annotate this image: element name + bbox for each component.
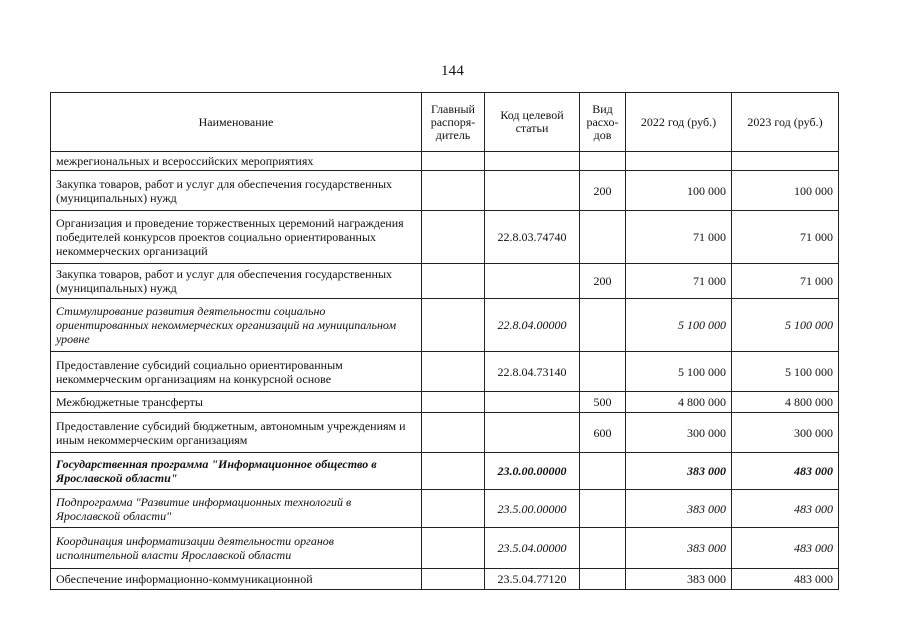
cell-2022: 383 000: [626, 490, 732, 528]
page-number: 144: [440, 63, 465, 79]
cell-2022: 100 000: [626, 171, 732, 211]
cell-2023: 300 000: [732, 413, 839, 453]
cell-code: 23.5.04.00000: [485, 528, 580, 569]
cell-2023: 5 100 000: [732, 299, 839, 352]
cell-name: Стимулирование развития деятельности социально ориентированных некоммерческих организаций на муниципальном уровне: [51, 299, 422, 352]
table-row: [51, 413, 839, 453]
table-row: [51, 211, 839, 264]
cell-admin: [422, 352, 485, 392]
cell-admin: [422, 211, 485, 264]
cell-name: Закупка товаров, работ и услуг для обеспечения государственных (муниципальных) нужд: [51, 264, 422, 299]
cell-name: Закупка товаров, работ и услуг для обеспечения государственных (муниципальных) нужд: [51, 171, 422, 211]
cell-admin: [422, 453, 485, 490]
cell-2022: 383 000: [626, 453, 732, 490]
cell-2023: 71 000: [732, 264, 839, 299]
cell-name: Предоставление субсидий социально ориентированным некоммерческим организациям на конкурсной основе: [51, 352, 422, 392]
cell-2023: 100 000: [732, 171, 839, 211]
cell-admin: [422, 171, 485, 211]
table-row: [51, 152, 839, 171]
cell-2022: 300 000: [626, 413, 732, 453]
cell-name: Подпрограмма "Развитие информационных технологий в Ярославской области": [51, 490, 422, 528]
header-2023: 2023 год (руб.): [732, 93, 839, 152]
header-code: Код целевой статьи: [485, 93, 580, 152]
cell-name: Предоставление субсидий бюджетным, автономным учреждениям и иным некоммерческим организациям: [51, 413, 422, 453]
cell-code: [485, 152, 580, 171]
cell-code: [485, 264, 580, 299]
cell-type: [580, 569, 626, 590]
table-row: [51, 264, 839, 299]
cell-code: [485, 392, 580, 413]
cell-2022: 383 000: [626, 569, 732, 590]
cell-type: [580, 152, 626, 171]
table-row: [51, 569, 839, 590]
cell-2022: 71 000: [626, 211, 732, 264]
cell-2023: [732, 152, 839, 171]
cell-admin: [422, 299, 485, 352]
cell-2023: 4 800 000: [732, 392, 839, 413]
cell-2023: 483 000: [732, 569, 839, 590]
table-row: [51, 490, 839, 528]
cell-2022: 4 800 000: [626, 392, 732, 413]
cell-code: 23.5.00.00000: [485, 490, 580, 528]
cell-code: 23.5.04.77120: [485, 569, 580, 590]
cell-2023: 483 000: [732, 453, 839, 490]
table-row: [51, 528, 839, 569]
header-2022: 2022 год (руб.): [626, 93, 732, 152]
header-type: Вид расхо-дов: [580, 93, 626, 152]
cell-2023: 483 000: [732, 528, 839, 569]
budget-table: [50, 92, 839, 590]
cell-type: [580, 453, 626, 490]
table-row: [51, 352, 839, 392]
cell-code: [485, 413, 580, 453]
cell-name: Государственная программа "Информационное общество в Ярославской области": [51, 453, 422, 490]
cell-type: [580, 352, 626, 392]
cell-type: [580, 211, 626, 264]
cell-2023: 71 000: [732, 211, 839, 264]
cell-2023: 483 000: [732, 490, 839, 528]
cell-code: 22.8.04.73140: [485, 352, 580, 392]
cell-code: [485, 171, 580, 211]
cell-admin: [422, 392, 485, 413]
table-row: [51, 453, 839, 490]
cell-name: Межбюджетные трансферты: [51, 392, 422, 413]
cell-2022: [626, 152, 732, 171]
cell-name: межрегиональных и всероссийских мероприятиях: [51, 152, 422, 171]
cell-name: Обеспечение информационно-коммуникационной: [51, 569, 422, 590]
cell-type: 600: [580, 413, 626, 453]
table-row: [51, 299, 839, 352]
cell-code: 22.8.03.74740: [485, 211, 580, 264]
cell-admin: [422, 528, 485, 569]
cell-2022: 5 100 000: [626, 352, 732, 392]
cell-2022: 383 000: [626, 528, 732, 569]
cell-admin: [422, 264, 485, 299]
cell-code: 23.0.00.00000: [485, 453, 580, 490]
cell-type: 200: [580, 171, 626, 211]
table-body: [51, 152, 839, 590]
cell-type: 500: [580, 392, 626, 413]
table-header-row: [51, 93, 839, 152]
cell-code: 22.8.04.00000: [485, 299, 580, 352]
table-row: [51, 392, 839, 413]
cell-type: [580, 299, 626, 352]
table-row: [51, 171, 839, 211]
cell-admin: [422, 490, 485, 528]
cell-2022: 71 000: [626, 264, 732, 299]
cell-type: [580, 528, 626, 569]
cell-admin: [422, 152, 485, 171]
cell-2022: 5 100 000: [626, 299, 732, 352]
cell-name: Организация и проведение торжественных церемоний награждения победителей конкурсов проектов социально ориентированных некоммерческих организаций: [51, 211, 422, 264]
cell-type: 200: [580, 264, 626, 299]
header-name: Наименование: [51, 93, 422, 152]
cell-admin: [422, 569, 485, 590]
cell-admin: [422, 413, 485, 453]
header-admin: Главный распоря-дитель: [422, 93, 485, 152]
cell-name: Координация информатизации деятельности органов исполнительной власти Ярославской области: [51, 528, 422, 569]
cell-2023: 5 100 000: [732, 352, 839, 392]
cell-type: [580, 490, 626, 528]
